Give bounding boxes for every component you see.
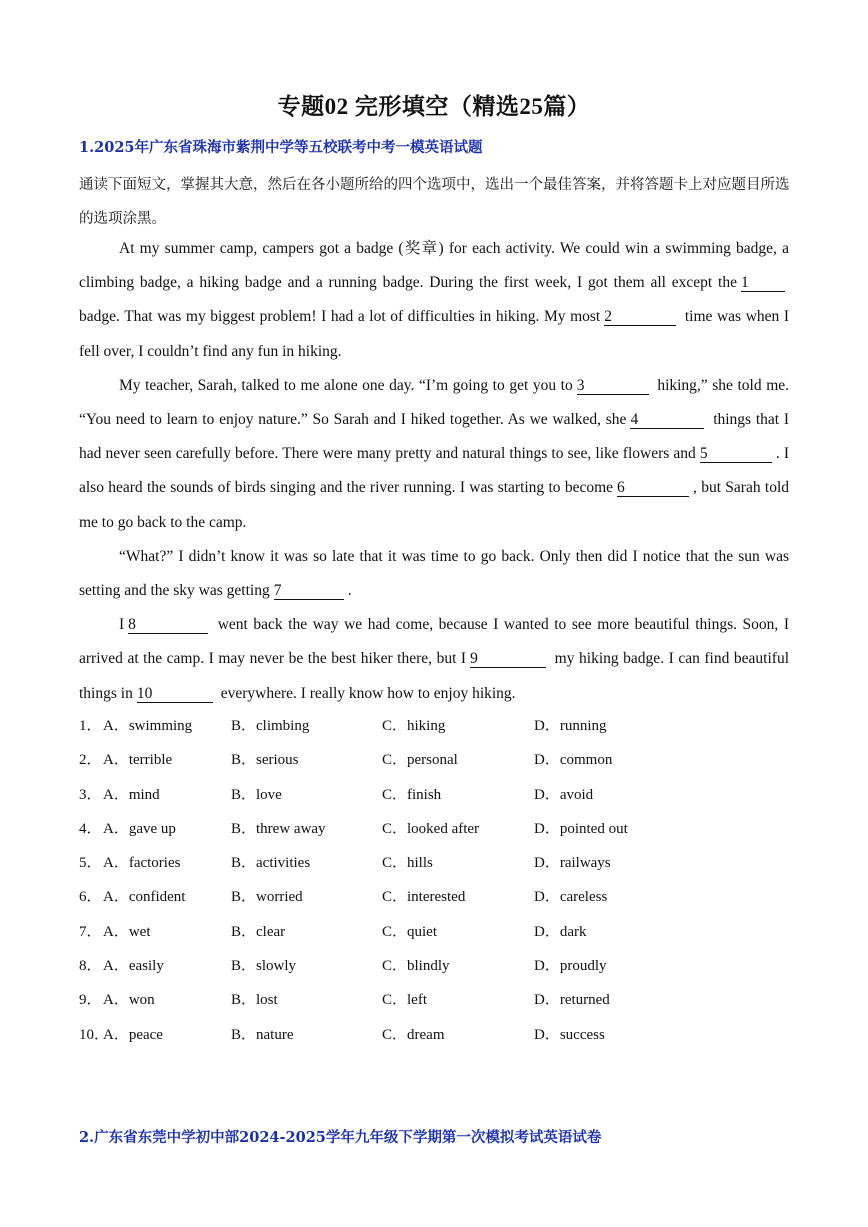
option-b: B．slowly [231, 958, 297, 975]
option-d: D．returned [534, 992, 610, 1009]
passage-text: , but Sarah told me to go back to the camp. [79, 479, 789, 531]
passage-text: time was when I fell over, I couldn’t find any fun in hiking. [79, 308, 790, 360]
option-c: C．hills [382, 855, 433, 872]
blank-2: 2 [604, 308, 676, 326]
options-list [79, 709, 791, 1052]
question-number: 7． [79, 923, 102, 940]
option-c: C．looked after [382, 820, 480, 837]
question-row [79, 846, 791, 880]
option-a: A．wet [103, 923, 151, 940]
blank-10: 10 [137, 685, 213, 703]
blank-1: 1 [741, 274, 785, 292]
blank-6: 6 [617, 479, 689, 497]
question-number: 6． [79, 889, 102, 906]
question-number: 5． [79, 855, 102, 872]
option-b: B．serious [231, 752, 299, 769]
option-b: B．climbing [231, 718, 310, 734]
option-d: D．railways [534, 855, 611, 872]
option-d: D．proudly [534, 958, 607, 975]
option-d: D．dark [534, 923, 587, 940]
option-a: A．mind [103, 786, 160, 803]
question-row [79, 1018, 791, 1052]
option-a: A．terrible [103, 752, 173, 769]
passage-text: My teacher, Sarah, talked to me alone one day. “I’m going to get you to [119, 376, 573, 394]
question-row [79, 915, 791, 949]
question-row [79, 743, 791, 777]
option-a: A．easily [103, 958, 164, 975]
question-number: 9． [79, 992, 102, 1009]
section-1-heading: 1.2025年广东省珠海市紫荆中学等五校联考中考一模英语试题 [79, 139, 483, 156]
question-row [79, 709, 791, 743]
question-row [79, 880, 791, 914]
passage-text: hiking,” she told me. “You need to learn to enjoy nature.” So Sarah and I hiked together. As we walked, she [79, 376, 790, 429]
instructions: 通读下面短文，掌握其大意，然后在各小题所给的四个选项中，选出一个最佳答案，并将答题卡上对应题目所选的选项涂黑。 [79, 177, 790, 227]
option-c: C．dream [382, 1026, 445, 1043]
blank-8: 8 [128, 616, 208, 634]
option-a: A．gave up [103, 820, 176, 837]
option-c: C．blindly [382, 958, 450, 975]
paragraph-3 [79, 540, 789, 608]
passage-text: my hiking badge. I can find beautiful things in [79, 650, 789, 702]
option-d: D．common [534, 752, 613, 769]
paragraph-1 [79, 232, 789, 369]
option-b: B．worried [231, 889, 303, 906]
paragraph-2 [79, 369, 789, 540]
option-a: A．swimming [103, 718, 193, 734]
option-c: C．personal [382, 752, 458, 769]
option-c: C．hiking [382, 718, 446, 734]
option-b: B．nature [231, 1026, 294, 1043]
option-d: D．success [534, 1026, 605, 1043]
passage-text: I [119, 616, 125, 634]
passage-text: badge. That was my biggest problem! I had a lot of difficulties in hiking. My most [79, 308, 601, 326]
option-b: B．clear [231, 923, 286, 940]
blank-5: 5 [700, 445, 772, 463]
option-b: B．love [231, 786, 282, 803]
question-number: 1． [79, 718, 102, 734]
passage-text: went back the way we had come, because I wanted to see more beautiful things. Soon, I arrived at the camp. I may never be the best hiker there, but I [79, 616, 790, 668]
option-c: C．interested [382, 889, 466, 906]
option-a: A．peace [103, 1026, 163, 1043]
question-number: 10． [79, 1026, 110, 1043]
question-row [79, 983, 791, 1017]
passage-text: things that I had never seen carefully before. There were many pretty and natural things to see, like flowers and [79, 411, 789, 463]
option-c: C．quiet [382, 923, 437, 940]
option-a: A．factories [103, 855, 181, 872]
option-d: D．pointed out [534, 820, 628, 837]
question-number: 2． [79, 752, 102, 769]
passage-text: everywhere. I really know how to enjoy hiking. [220, 684, 516, 702]
paragraph-4 [79, 608, 789, 711]
question-row [79, 949, 791, 983]
question-number: 3． [79, 786, 102, 803]
passage [79, 232, 789, 711]
option-b: B．activities [231, 855, 311, 872]
page-title: 专题02 完形填空（精选25篇） [277, 94, 591, 119]
question-row [79, 812, 791, 846]
question-row [79, 778, 791, 812]
question-number: 8． [79, 958, 102, 975]
option-c: C．left [382, 992, 427, 1009]
passage-text: At my summer camp, campers got a badge (奖章) for each activity. We could win a swimming badge, a climbing badge, a hiking badge and a running badge. During the first week, I got them all except the [79, 240, 789, 292]
option-a: A．won [103, 992, 155, 1009]
blank-7: 7 [274, 582, 344, 600]
blank-4: 4 [630, 411, 704, 429]
option-b: B．lost [231, 992, 278, 1009]
blank-9: 9 [470, 650, 546, 668]
section-2-heading: 2.广东省东莞中学初中部2024-2025学年九年级下学期第一次模拟考试英语试卷 [79, 1129, 602, 1146]
passage-text: . [347, 582, 352, 600]
option-c: C．finish [382, 786, 442, 803]
option-d: D．careless [534, 889, 608, 906]
passage-text: . I also heard the sounds of birds singing and the river running. I was starting to become [79, 445, 789, 497]
option-d: D．avoid [534, 786, 594, 803]
blank-3: 3 [577, 377, 649, 395]
option-a: A．confident [103, 889, 186, 906]
option-d: D．running [534, 718, 607, 734]
option-b: B．threw away [231, 820, 326, 837]
passage-text: “What?” I didn’t know it was so late that it was time to go back. Only then did I notice that the sun was setting and the sky was getting [79, 547, 789, 600]
question-number: 4． [79, 820, 102, 837]
